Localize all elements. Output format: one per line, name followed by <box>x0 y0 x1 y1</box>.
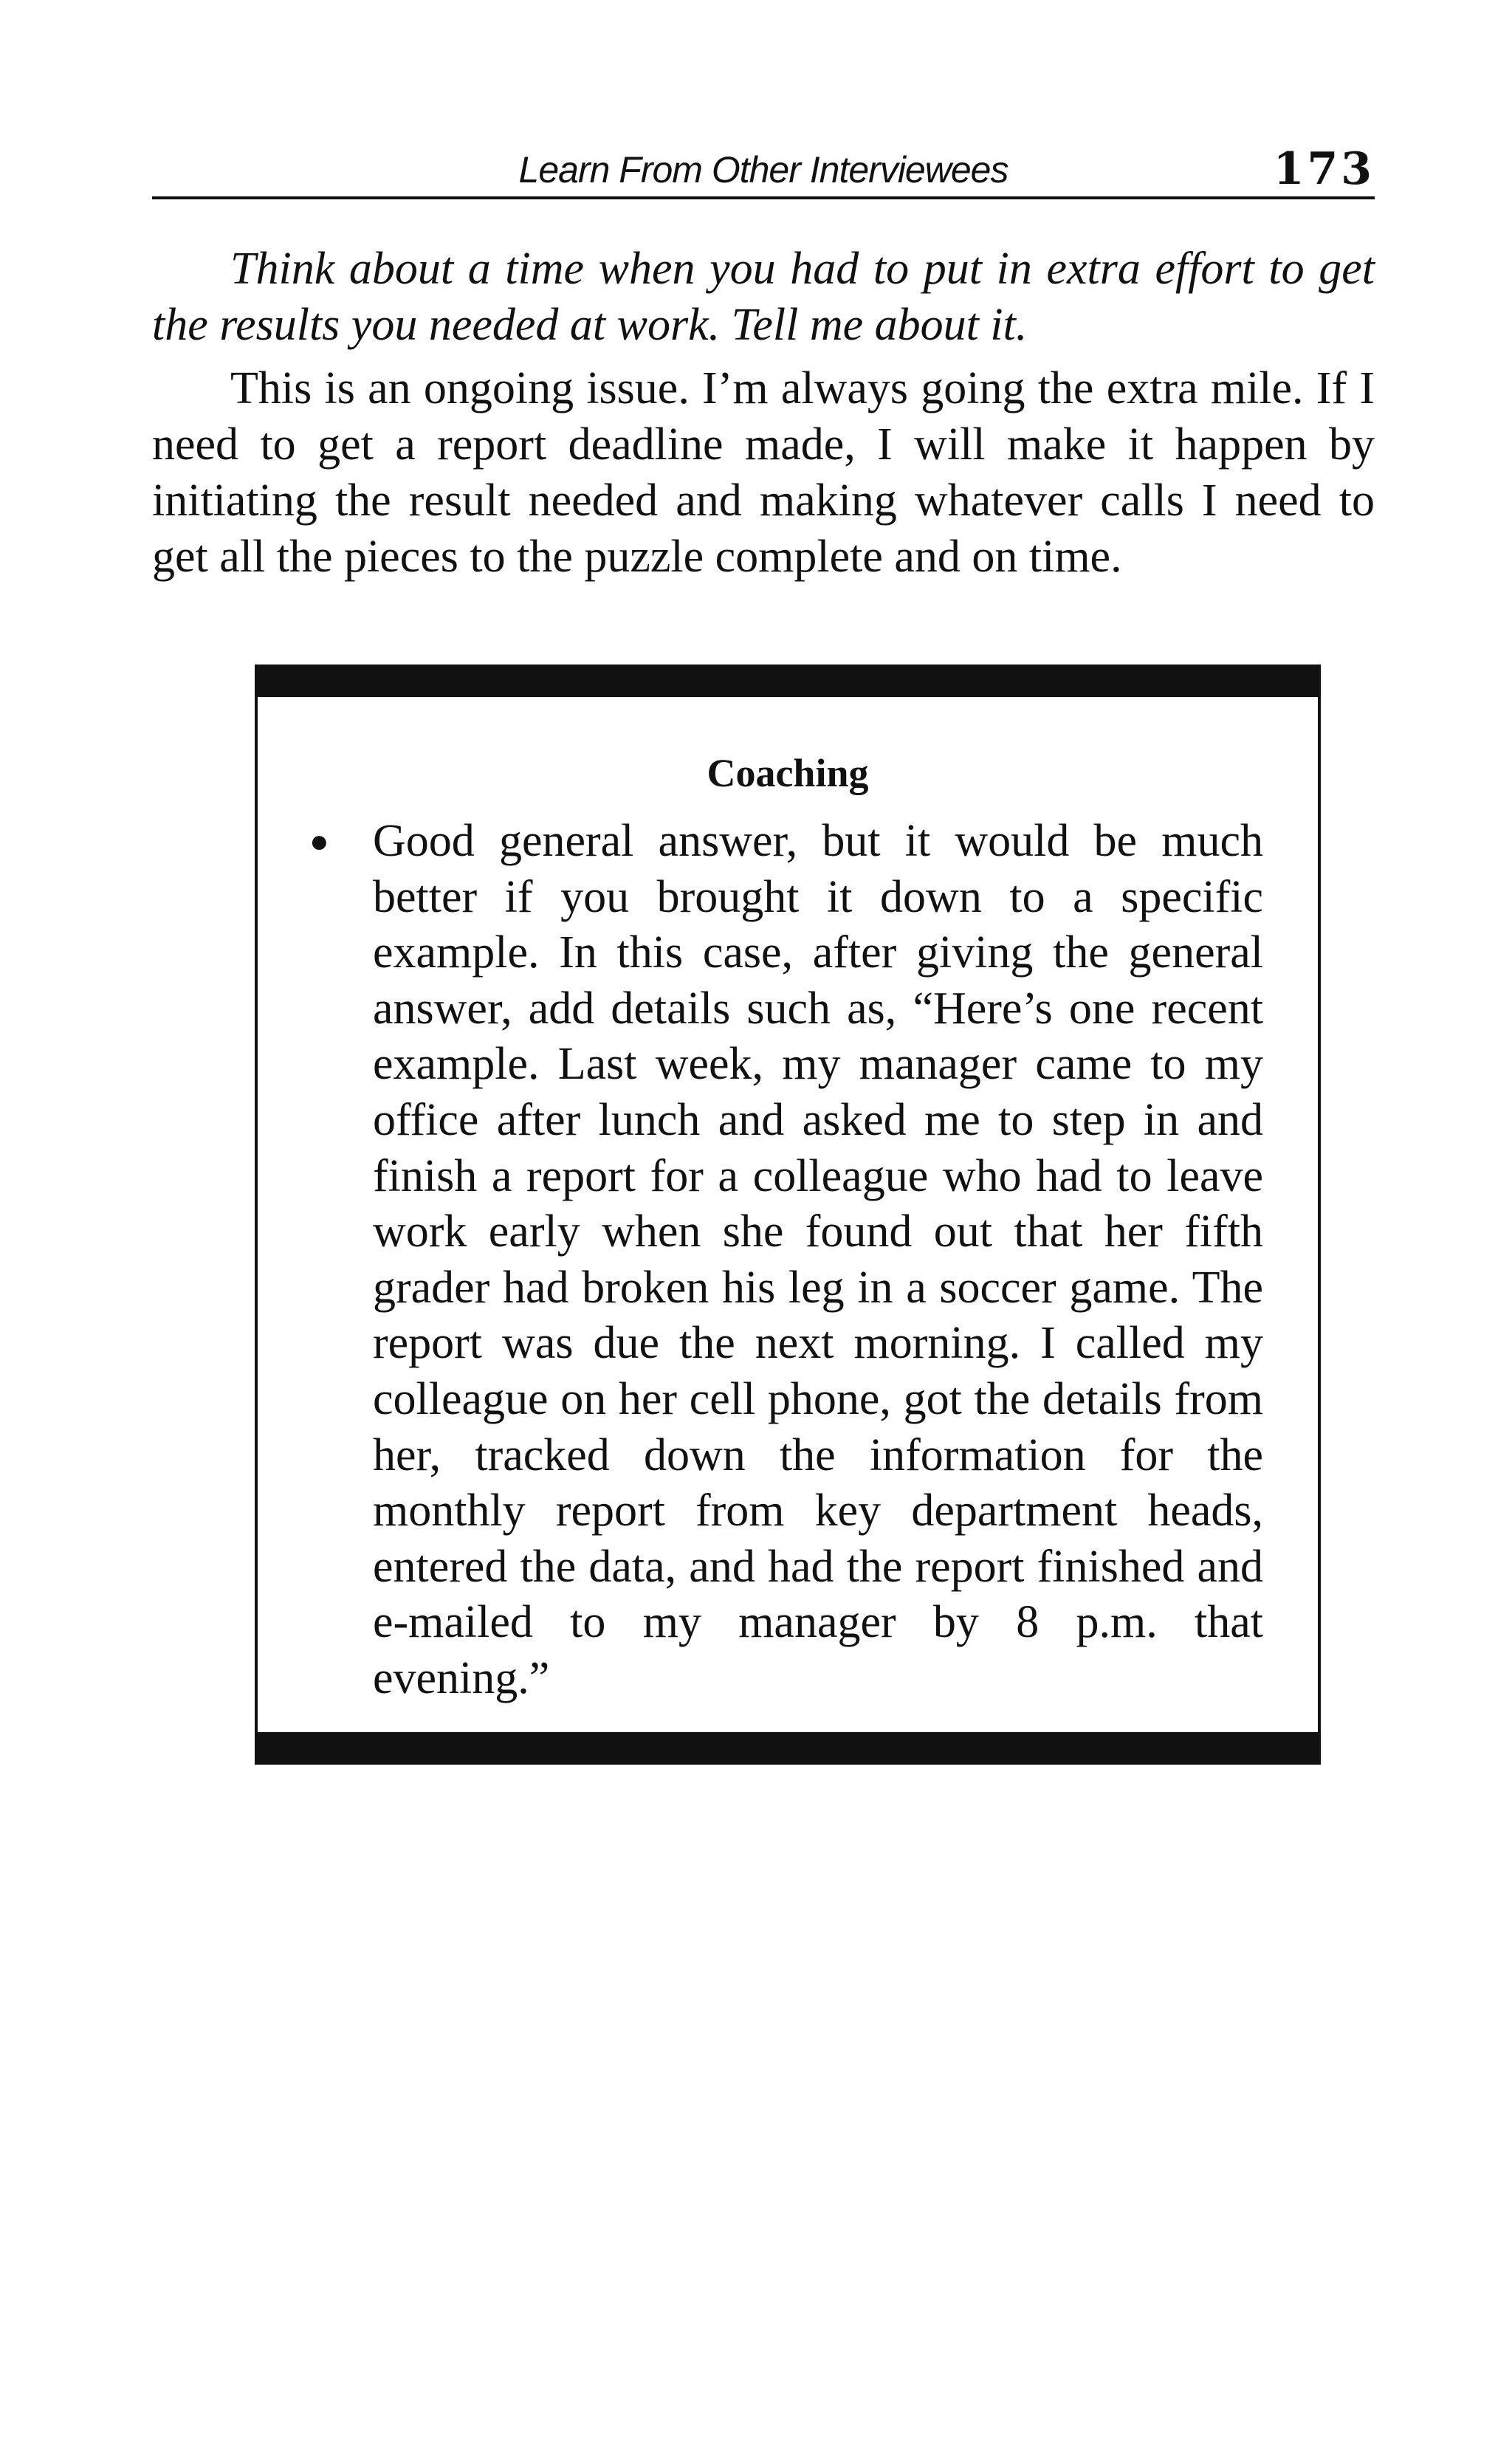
coaching-title: Coaching <box>707 751 869 795</box>
coaching-box <box>255 665 1321 1765</box>
bullet-icon: ● <box>309 823 329 859</box>
running-header <box>152 145 1375 199</box>
interview-question: Think about a time when you had to put in extra effort to get the results you needed at work. Tell me about it. <box>152 244 1375 350</box>
page-number: 173 <box>1273 143 1375 195</box>
running-title: Learn From Other Interviewees <box>518 149 1008 190</box>
interview-answer: This is an ongoing issue. I’m always going the extra mile. If I need to get a report deadline made, I will make it happen by initiating the result needed and making whatever calls I need to get all the pieces to the puzzle complete and on time. <box>152 363 1375 582</box>
coaching-item-text: Good general answer, but it would be much better if you brought it down to a specific example. In this case, after giving the general answer, add details such as, “Here’s one recent example. Last week, my manager came to my office after lunch and asked me to step in and finish a report for a colleague who had to leave work early when she found out that her fifth grader had broken his leg in a soccer game. The report was due the next morning. I called my colleague on her cell phone, got the details from her, tracked down the information for the monthly report from key department heads, entered the data, and had the report finished and e-mailed to my manager by 8 p.m. that evening.” <box>373 816 1263 1703</box>
body-text <box>152 241 1375 592</box>
